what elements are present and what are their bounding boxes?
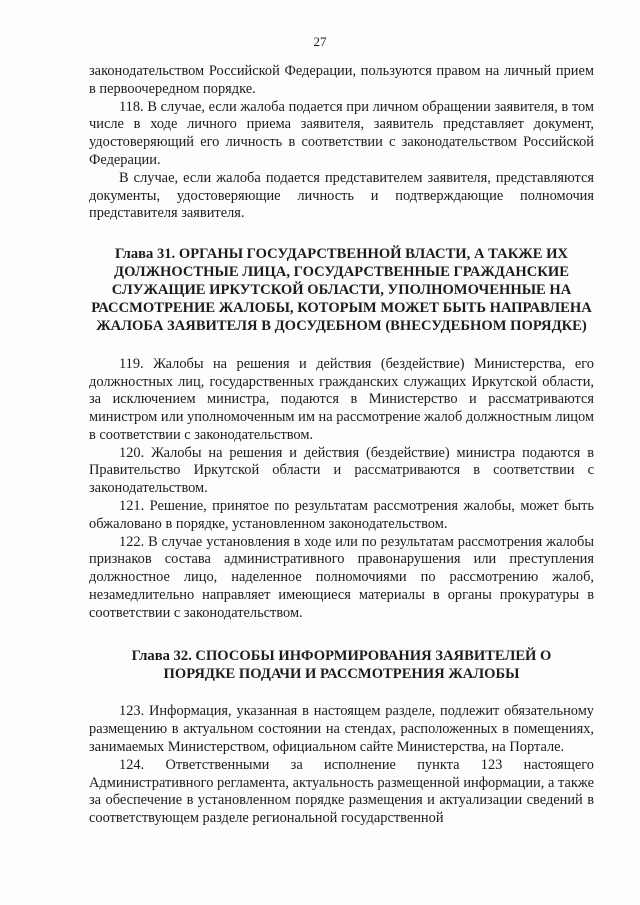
paragraph-continuation: законодательством Российской Федерации, пользуются правом на личный прием в первоочередном порядке. xyxy=(89,63,594,97)
chapter-31-heading: Глава 31. ОРГАНЫ ГОСУДАРСТВЕННОЙ ВЛАСТИ, А ТАКЖЕ ИХ ДОЛЖНОСТНЫЕ ЛИЦА, ГОСУДАРСТВЕННЫЕ ГРАЖДАНСКИЕ СЛУЖАЩИЕ ИРКУТСКОЙ ОБЛАСТИ, УПОЛНОМОЧЕННЫЕ НА РАССМОТРЕНИЕ ЖАЛОБЫ, КОТОРЫМ МОЖЕТ БЫТЬ НАПРАВЛЕНА ЖАЛОБА ЗАЯВИТЕЛЯ В ДОСУДЕБНОМ (ВНЕСУДЕБНОМ ПОРЯДКЕ) xyxy=(91,246,592,334)
page-content xyxy=(89,63,594,828)
paragraph-120: 120. Жалобы на решения и действия (бездействие) министра подаются в Правительство Иркутской области и рассматриваются в соответствии с законодательством. xyxy=(89,444,594,497)
chapter-32-heading: Глава 32. СПОСОБЫ ИНФОРМИРОВАНИЯ ЗАЯВИТЕЛЕЙ О ПОРЯДКЕ ПОДАЧИ И РАССМОТРЕНИЯ ЖАЛОБЫ xyxy=(131,647,552,682)
page-number: 27 xyxy=(313,34,327,49)
paragraph-118-representative: В случае, если жалоба подается представителем заявителя, представляются документы, удостоверяющие личность и подтверждающие полномочия представителя заявителя. xyxy=(89,169,594,222)
paragraph-123: 123. Информация, указанная в настоящем разделе, подлежит обязательному размещению в актуальном состоянии на стендах, расположенных в помещениях, занимаемых Министерством, официальном сайте Министерства, на Портале. xyxy=(89,703,594,756)
paragraph-122: 122. В случае установления в ходе или по результатам рассмотрения жалобы признаков состава административного правонарушения или преступления должностное лицо, наделенное полномочиями по рассмотрению жалоб, незамедлительно направляет имеющиеся материалы в органы прокуратуры в соответствии с законодательством. xyxy=(89,533,594,621)
paragraph-118: 118. В случае, если жалоба подается при личном обращении заявителя, в том числе в ходе личного приема заявителя, заявитель представляет документ, удостоверяющий его личность в соответствии с законодательством Российской Федерации. xyxy=(89,98,594,168)
paragraph-124: 124. Ответственными за исполнение пункта 123 настоящего Административного регламента, актуальность размещенной информации, а также за обеспечение в установленном порядке размещения и актуализации сведений в соответствующем разделе региональной государственной xyxy=(89,756,594,827)
paragraph-121: 121. Решение, принятое по результатам рассмотрения жалобы, может быть обжаловано в порядке, установленном законодательством. xyxy=(89,498,594,532)
paragraph-119: 119. Жалобы на решения и действия (бездействие) Министерства, его должностных лиц, государственных гражданских служащих Иркутской области, за исключением министра, подаются в Министерство и рассматриваются министром или уполномоченным им на рассмотрение жалоб должностным лицом в соответствии с законодательством. xyxy=(89,355,594,443)
